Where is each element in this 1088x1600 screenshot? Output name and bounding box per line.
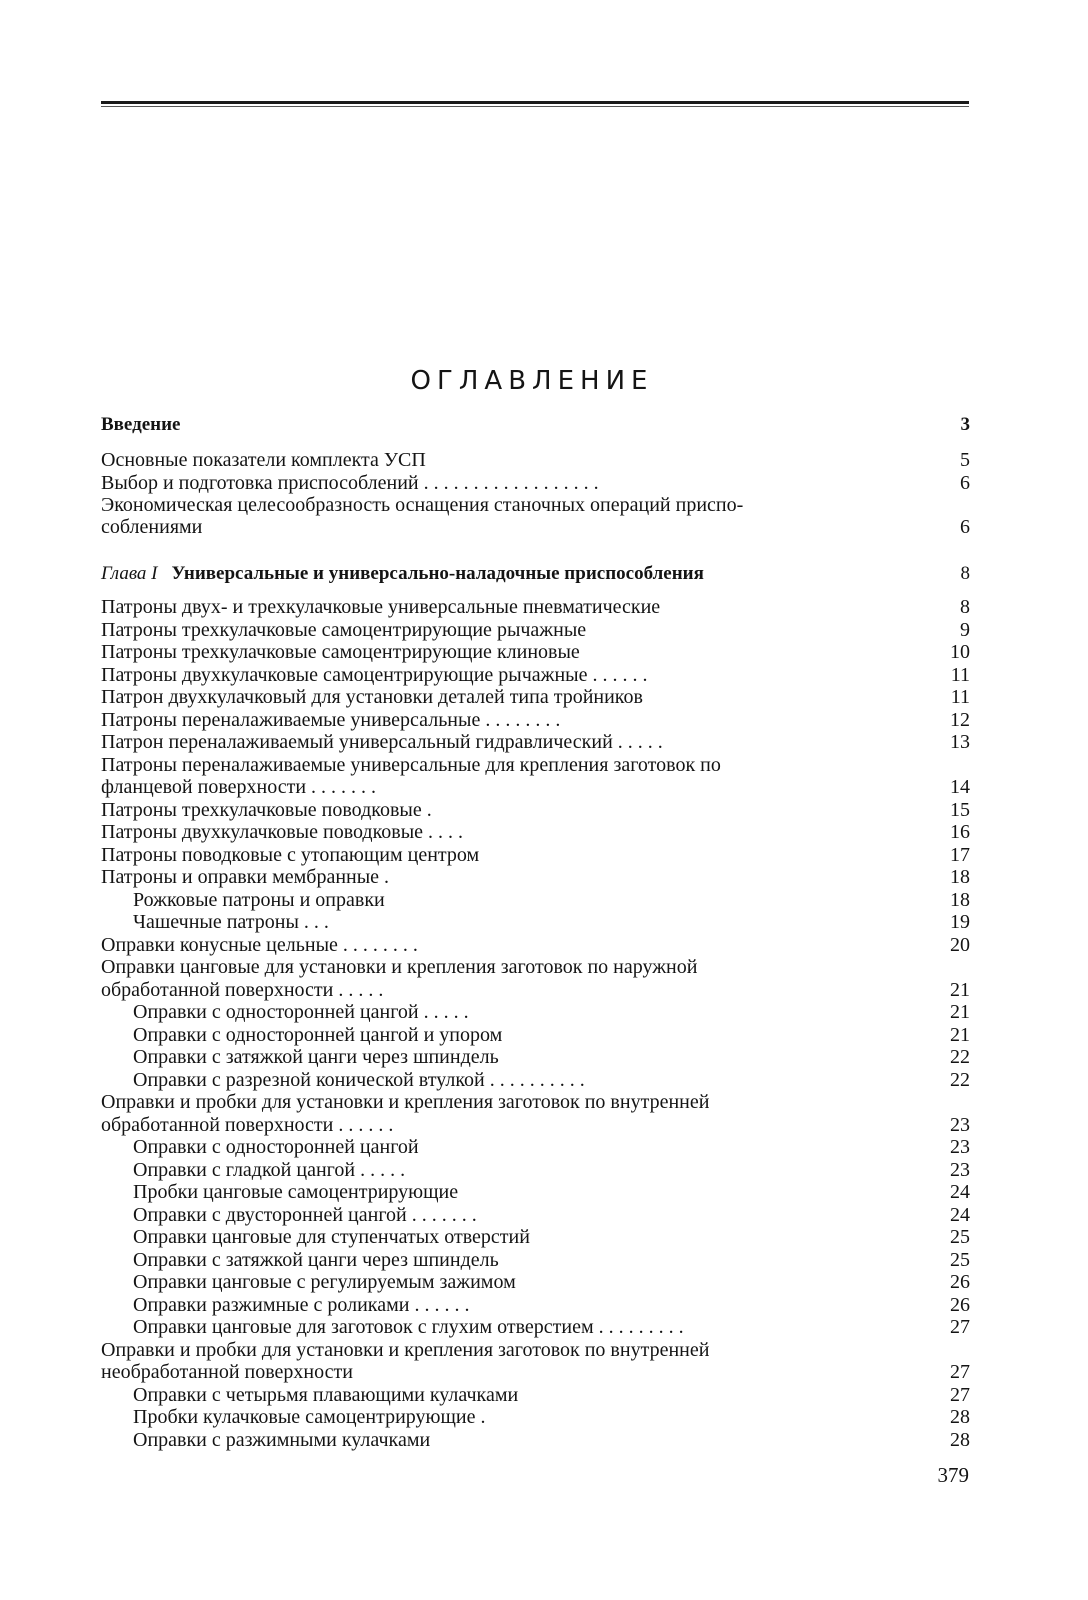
toc-entry: [101, 596, 970, 619]
toc-entry-page: 10: [950, 641, 970, 663]
toc-entry-text: соблениями: [101, 516, 203, 538]
toc-entry: [101, 1091, 970, 1114]
toc-entry: [101, 619, 970, 642]
toc-entry-text: Оправки с односторонней цангой и упором: [133, 1024, 503, 1046]
toc-entry: [101, 866, 970, 889]
chapter-heading: [101, 562, 970, 585]
toc-entry-text: Оправки и пробки для установки и крепления заготовок по внутренней: [101, 1339, 710, 1361]
toc-entry: [101, 979, 970, 1002]
toc-subentry: [101, 1136, 970, 1159]
page-number: 379: [937, 1463, 969, 1487]
toc-entry-page: 8: [960, 563, 970, 584]
toc-entry-text: Оправки с двусторонней цангой . . . . . . .: [133, 1204, 477, 1226]
toc-entry-text: Оправки с четырьмя плавающими кулачками: [133, 1384, 519, 1406]
toc-subentry: [101, 1226, 970, 1249]
toc-entry-page: 13: [950, 731, 970, 753]
toc-subentry: [101, 1249, 970, 1272]
toc-subentry: [101, 1001, 970, 1024]
toc-entry-text: Патроны двух- и трехкулачковые универсальные пневматические: [101, 596, 661, 618]
toc-subentry: [101, 1271, 970, 1294]
toc-entry-page: 22: [950, 1069, 970, 1091]
toc-entry-page: 11: [950, 686, 970, 708]
toc-entry-text: Основные показатели комплекта УСП: [101, 449, 426, 471]
toc-entry-text: Патроны трехкулачковые самоцентрирующие рычажные: [101, 619, 587, 641]
toc-subentry: [101, 1069, 970, 1092]
page-title: ОГЛАВЛЕНИЕ: [410, 366, 654, 396]
toc-entry-page: 23: [950, 1159, 970, 1181]
toc-entry-text: Оправки с разрезной конической втулкой . . . . . . . . . .: [133, 1069, 585, 1091]
toc-entry-page: 24: [950, 1181, 970, 1203]
toc-entry-page: 19: [950, 911, 970, 933]
toc-entry-text: Рожковые патроны и оправки: [133, 889, 385, 911]
toc-entry-text: Оправки с затяжкой цанги через шпиндель: [133, 1046, 499, 1068]
toc-entry: [101, 1361, 970, 1384]
toc-entry-text: Оправки цанговые с регулируемым зажимом: [133, 1271, 516, 1293]
toc-entry-page: 16: [950, 821, 970, 843]
toc-entry: [101, 516, 970, 539]
toc-entry: [101, 1114, 970, 1137]
toc-subentry: [101, 1406, 970, 1429]
toc-entry-text: Оправки и пробки для установки и крепления заготовок по внутренней: [101, 1091, 710, 1113]
toc-entry-page: 21: [950, 1024, 970, 1046]
toc-entry-text: Патроны и оправки мембранные .: [101, 866, 390, 888]
toc-entry-text: Патроны двухкулачковые самоцентрирующие рычажные . . . . . .: [101, 664, 648, 686]
toc-entry: [101, 956, 970, 979]
chapter-label: Глава I: [101, 563, 158, 584]
toc-subentry: [101, 1159, 970, 1182]
toc-entry-text: Оправки разжимные с роликами . . . . . .: [133, 1294, 470, 1316]
toc-entry-page: 18: [950, 866, 970, 888]
toc-entry-page: 27: [950, 1384, 970, 1406]
toc-entry-page: 24: [950, 1204, 970, 1226]
toc-entry-text: Оправки с гладкой цангой . . . . .: [133, 1159, 406, 1181]
toc-subentry: [101, 889, 970, 912]
toc-entry-page: 20: [950, 934, 970, 956]
toc-entry-page: 14: [950, 776, 970, 798]
toc-entry-page: 27: [950, 1316, 970, 1338]
toc-entry: [101, 641, 970, 664]
toc-entry-page: 26: [950, 1294, 970, 1316]
toc-entry: [101, 413, 970, 436]
toc-entry-text: Патроны трехкулачковые поводковые .: [101, 799, 432, 821]
toc-entry-page: 3: [960, 414, 970, 435]
toc-entry-text: Патроны переналаживаемые универсальные . . . . . . . .: [101, 709, 561, 731]
toc-entry-page: 15: [950, 799, 970, 821]
toc-entry-page: 17: [950, 844, 970, 866]
toc-entry-text: Патроны двухкулачковые поводковые . . . .: [101, 821, 464, 843]
toc-entry-page: 28: [950, 1406, 970, 1428]
toc-entry-text: фланцевой поверхности . . . . . . .: [101, 776, 377, 798]
toc-entry: [101, 731, 970, 754]
toc-entry-text: Оправки цанговые для заготовок с глухим отверстием . . . . . . . . .: [133, 1316, 684, 1338]
toc-entry-text: обработанной поверхности . . . . .: [101, 979, 384, 1001]
toc-entry-text: Патрон двухкулачковый для установки деталей типа тройников: [101, 686, 643, 708]
toc-entry-text: Пробки цанговые самоцентрирующие: [133, 1181, 459, 1203]
toc-entry-text: Оправки с односторонней цангой . . . . .: [133, 1001, 469, 1023]
toc-entry-text: Оправки с разжимными кулачками: [133, 1429, 431, 1451]
top-rule-thin: [101, 106, 969, 107]
toc-entry-page: 8: [960, 596, 970, 618]
toc-entry-page: 23: [950, 1114, 970, 1136]
toc-entry-page: 28: [950, 1429, 970, 1451]
toc-entry-page: 12: [950, 709, 970, 731]
toc-entry-text: Патроны трехкулачковые самоцентрирующие клиновые: [101, 641, 580, 663]
toc-entry: [101, 449, 970, 472]
toc-entry: [101, 1339, 970, 1362]
toc-entry-page: 23: [950, 1136, 970, 1158]
toc-entry: [101, 844, 970, 867]
toc-entry-text: Оправки конусные цельные . . . . . . . .: [101, 934, 418, 956]
toc-entry: [101, 709, 970, 732]
toc-entry-page: 25: [950, 1226, 970, 1248]
toc-entry-text: Оправки цанговые для установки и крепления заготовок по наружной: [101, 956, 698, 978]
toc-subentry: [101, 911, 970, 934]
toc-entry-page: 6: [960, 516, 970, 538]
toc-entry-text: Патроны переналаживаемые универсальные для крепления заготовок по: [101, 754, 721, 776]
toc-entry: [101, 686, 970, 709]
toc-entry-page: 6: [960, 472, 970, 494]
toc-entry: [101, 934, 970, 957]
toc-entry-page: 5: [960, 449, 970, 471]
toc-entry-page: 22: [950, 1046, 970, 1068]
toc-entry-text: Экономическая целесообразность оснащения станочных операций приспо-: [101, 494, 744, 516]
toc-entry-page: 26: [950, 1271, 970, 1293]
chapter-title: Универсальные и универсально-наладочные приспособления: [171, 563, 704, 584]
toc-entry: [101, 754, 970, 777]
toc-entry-text: Оправки цанговые для ступенчатых отверстий: [133, 1226, 530, 1248]
toc-entry: [101, 664, 970, 687]
toc-entry-text: Патроны поводковые с утопающим центром: [101, 844, 480, 866]
toc-entry-text: Патрон переналаживаемый универсальный гидравлический . . . . .: [101, 731, 663, 753]
toc-entry-page: 25: [950, 1249, 970, 1271]
toc-entry: [101, 776, 970, 799]
toc-subentry: [101, 1316, 970, 1339]
toc-entry: [101, 799, 970, 822]
toc-entry: [101, 472, 970, 495]
toc-entry-text: Чашечные патроны . . .: [133, 911, 329, 933]
toc-subentry: [101, 1181, 970, 1204]
top-rule: [101, 101, 969, 104]
toc-entry: [101, 494, 970, 517]
toc-entry-text: Пробки кулачковые самоцентрирующие .: [133, 1406, 486, 1428]
toc-subentry: [101, 1024, 970, 1047]
toc-entry-page: 11: [950, 664, 970, 686]
toc-subentry: [101, 1384, 970, 1407]
toc-entry-page: 21: [950, 1001, 970, 1023]
toc-subentry: [101, 1204, 970, 1227]
toc-entry-text: Оправки с затяжкой цанги через шпиндель: [133, 1249, 499, 1271]
toc-entry-page: 18: [950, 889, 970, 911]
toc-entry-text: обработанной поверхности . . . . . .: [101, 1114, 394, 1136]
toc-entry: [101, 821, 970, 844]
toc-entry-text: необработанной поверхности: [101, 1361, 353, 1383]
toc-subentry: [101, 1046, 970, 1069]
toc-subentry: [101, 1294, 970, 1317]
toc-entry-text: Оправки с односторонней цангой: [133, 1136, 419, 1158]
toc-entry-page: 27: [950, 1361, 970, 1383]
toc-entry-text: Выбор и подготовка приспособлений . . . . . . . . . . . . . . . . . .: [101, 472, 599, 494]
toc-entry-page: 21: [950, 979, 970, 1001]
toc-entry-text: Введение: [101, 414, 181, 435]
toc-entry-page: 9: [960, 619, 970, 641]
toc-subentry: [101, 1429, 970, 1452]
